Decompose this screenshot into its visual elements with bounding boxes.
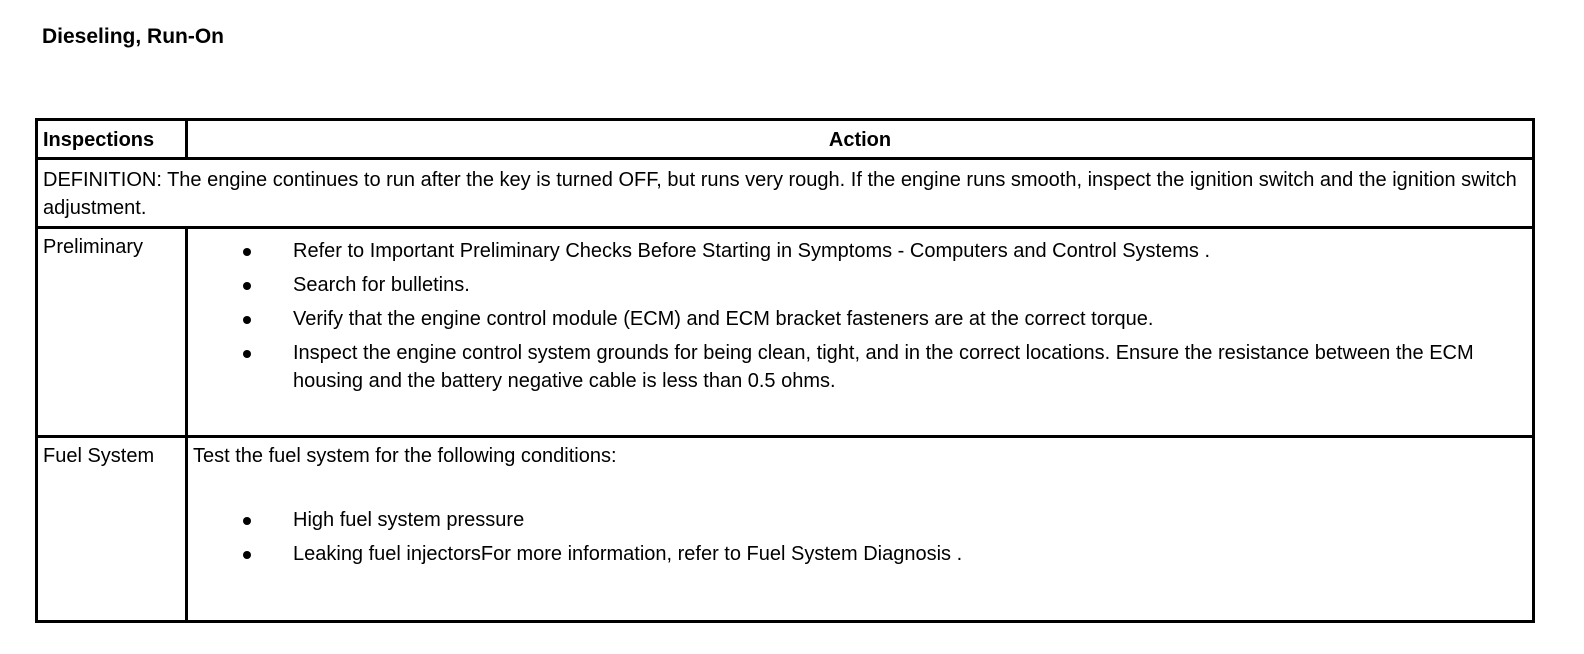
page-title: Dieseling, Run-On	[42, 25, 225, 48]
bullet-icon	[243, 316, 251, 324]
row-label-fuel-system: Fuel System	[37, 437, 187, 622]
row-label-preliminary: Preliminary	[37, 228, 187, 437]
bullet-icon	[243, 517, 251, 525]
bullet-list	[193, 506, 1528, 568]
header-inspections: Inspections	[37, 120, 187, 159]
list-item	[193, 540, 1528, 568]
list-item	[193, 506, 1528, 534]
list-item	[193, 339, 1528, 395]
list-item-text: Inspect the engine control system grounds for being clean, tight, and in the correct locations. Ensure the resistance between the ECM housing and the battery negative cable is less than 0.5 ohms.	[293, 342, 1474, 392]
fuel-intro-text: Test the fuel system for the following conditions:	[193, 445, 617, 467]
list-item-text: High fuel system pressure	[293, 509, 525, 531]
bullet-list	[193, 237, 1528, 395]
list-item-text: Leaking fuel injectorsFor more information, refer to Fuel System Diagnosis .	[293, 543, 963, 565]
list-item-text: Refer to Important Preliminary Checks Before Starting in Symptoms - Computers and Control Systems .	[293, 240, 1211, 262]
list-item-text: Search for bulletins.	[293, 274, 470, 296]
row-action-preliminary	[187, 228, 1534, 437]
header-action: Action	[187, 120, 1534, 159]
table-row	[37, 228, 1534, 437]
inspections-table	[35, 118, 1535, 623]
list-item	[193, 237, 1528, 265]
bullet-icon	[243, 248, 251, 256]
list-item	[193, 271, 1528, 299]
bullet-icon	[243, 350, 251, 358]
definition-text: DEFINITION: The engine continues to run after the key is turned OFF, but runs very rough. If the engine runs smooth, inspect the ignition switch and the ignition switch adjustment.	[37, 159, 1534, 228]
row-action-fuel-system	[187, 437, 1534, 622]
bullet-icon	[243, 282, 251, 290]
header-row	[37, 120, 1534, 159]
table-row	[37, 437, 1534, 622]
list-item	[193, 305, 1528, 333]
bullet-icon	[243, 551, 251, 559]
list-item-text: Verify that the engine control module (ECM) and ECM bracket fasteners are at the correct torque.	[293, 308, 1154, 330]
definition-row	[37, 159, 1534, 228]
